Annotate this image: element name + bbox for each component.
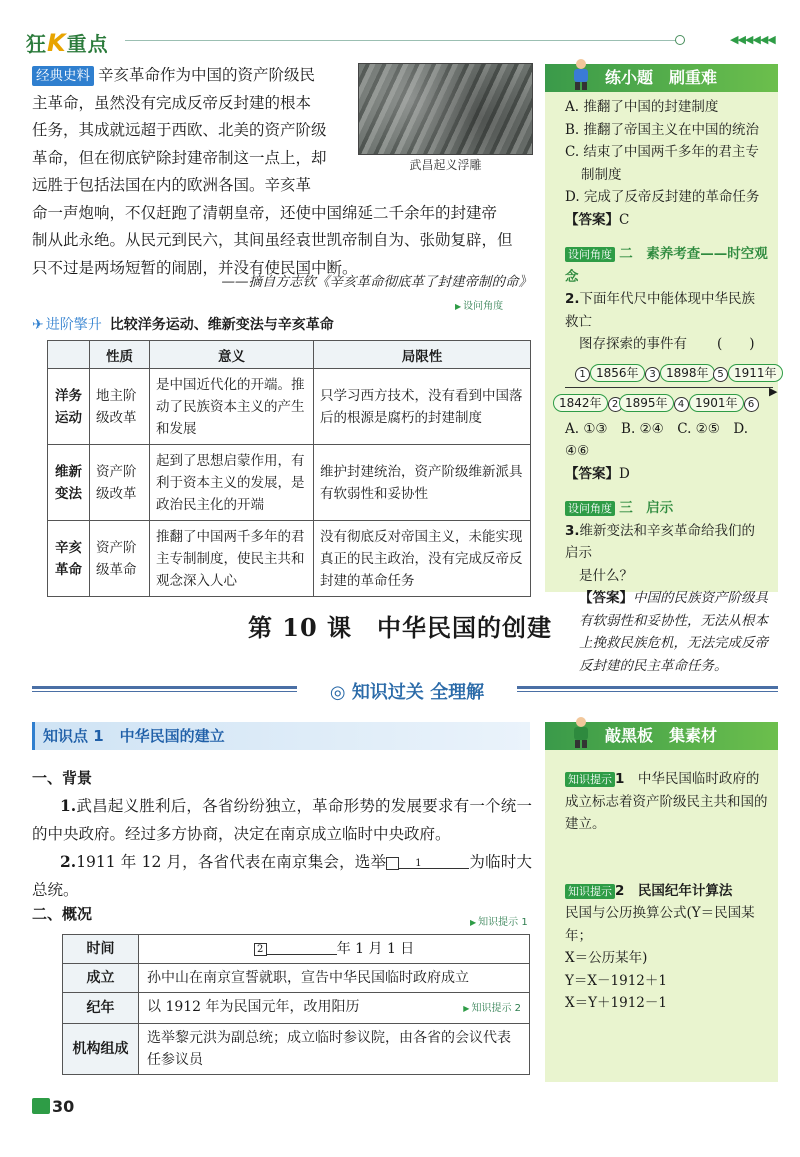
q3-heading: 设问角度 三 启示: [565, 497, 768, 520]
table-header-cell: 性质: [90, 341, 150, 369]
classic-tag: 经典史料: [32, 66, 94, 86]
table-header-row: [48, 341, 531, 369]
timeline-event: 1842年 2: [553, 392, 623, 415]
q2-tag: 设问角度: [565, 247, 615, 262]
overview-table: [62, 934, 530, 1075]
classic-line-8: 只不过是两场短暂的闹剧，并没有使民国中断。: [32, 258, 358, 277]
row-limit: 只学习西方技术，没有看到中国落后的根源是腐朽的封建制度: [314, 369, 531, 445]
q1-option-d[interactable]: D. 完成了反帝反封建的革命任务: [565, 189, 760, 205]
header-dot-icon: [675, 35, 685, 45]
board-panel: [545, 722, 778, 1082]
header-rule: [125, 40, 685, 41]
board-header: 敲黑板 集素材: [545, 722, 778, 750]
row-nature: 资产阶级改革: [90, 445, 150, 521]
overview-key: 成立: [63, 964, 139, 993]
table-row: [48, 369, 531, 445]
q1-option-c[interactable]: C. 结束了中国两千多年的君主专: [565, 144, 759, 160]
q2-text: 2.下面年代尺中能体现中华民族救亡: [565, 291, 756, 330]
wuchang-relief-photo: [358, 63, 533, 155]
tip-2-line: Y＝X－1912＋1: [565, 972, 667, 989]
page-header: [0, 0, 800, 60]
page-number: 30: [32, 1097, 74, 1116]
blank-number-box: 2: [254, 943, 267, 956]
section-rule-left: [32, 686, 297, 692]
q1-option-b[interactable]: B. 推翻了帝国主义在中国的统治: [565, 121, 760, 138]
source-citation: ——摘自方志钦《辛亥革命彻底革了封建帝制的命》: [221, 274, 532, 290]
row-name: 维新变法: [48, 445, 90, 521]
brand-suffix: 重点: [66, 32, 109, 56]
table-header-cell: [48, 341, 90, 369]
q3-text: 3.维新变法和辛亥革命给我们的启示: [565, 522, 756, 561]
fill-blank-2[interactable]: [267, 939, 337, 955]
table-row: [63, 993, 530, 1024]
q3-text-2: 是什么？: [579, 567, 633, 584]
overview-value: 孙中山在南京宣誓就职，宣告中华民国临时政府成立: [139, 964, 530, 993]
timeline-event: 3 1898年: [645, 362, 715, 385]
practice-body: [545, 92, 778, 685]
tip-2-line: X＝Y＋1912－1: [565, 995, 667, 1011]
overview-key: 机构组成: [63, 1024, 139, 1075]
overview-value: 2 年 1 月 1 日: [139, 935, 530, 964]
tip-2-line: X＝公历某年): [565, 950, 648, 966]
row-limit: 维护封建统治，资产阶级维新派具有软弱性和妥协性: [314, 445, 531, 521]
section-rule-right: [517, 686, 778, 692]
timeline-ruler: [553, 360, 778, 416]
row-meaning: 是中国近代化的开端。推动了民族资本主义的产生和发展: [150, 369, 314, 445]
background-item-1: 1.武昌起义胜利后，各省纷纷独立，革命形势的发展要求有一个统一的中央政府。经过多方协商，决定在南京成立临时中央政府。: [32, 796, 532, 843]
q2-answer: 【答案】D: [565, 465, 630, 482]
lesson-title: 第 10 课 中华民国的创建: [247, 613, 553, 642]
q1-option-c-cont: 制制度: [581, 166, 622, 183]
brand-logo: [26, 28, 109, 57]
teacher-figure-icon: [569, 716, 593, 748]
background-item-2: 2.1911 年 12 月，各省代表在南京集会，选举 1 为临时大总统。: [32, 852, 532, 899]
table-header-cell: 意义: [150, 341, 314, 369]
overview-key: 纪年: [63, 993, 139, 1024]
board-body: [545, 750, 778, 1023]
classic-line-2: 主革命，虽然没有完成反帝反封建的根本: [32, 93, 312, 112]
tip-1: 知识提示 1 中华民国临时政府的成立标志着资产阶级民主共和国的建立。: [565, 771, 768, 832]
row-meaning: 推翻了中国两千多年的君主专制制度，使民主共和观念深入人心: [150, 521, 314, 597]
q1-option-a[interactable]: A. 推翻了中国的封建制度: [565, 99, 719, 115]
advance-heading: 比较洋务运动、维新变法与辛亥革命: [109, 317, 334, 333]
overview-key: 时间: [63, 935, 139, 964]
tip-2-heading: 知识提示 2 民国纪年计算法: [565, 880, 768, 903]
timeline-event: 5 1911年: [713, 362, 783, 385]
background-section: [32, 764, 532, 904]
blank-number-box: 1: [386, 857, 399, 870]
section-title: ◎ 知识过关 全理解: [329, 682, 485, 703]
row-name: 辛亥革命: [48, 521, 90, 597]
advance-title: [32, 314, 334, 334]
comparison-table: [47, 340, 531, 597]
row-nature: 地主阶级改革: [90, 369, 150, 445]
table-row: [63, 935, 530, 964]
knowledge-point-band: [32, 722, 530, 750]
timeline-axis: [565, 387, 773, 388]
rocket-icon: ✈: [32, 317, 44, 333]
kp-label: 知识点 1: [43, 727, 104, 745]
q3-tag: 设问角度: [565, 501, 615, 516]
tip-2-line: 民国与公历换算公式(Y＝民国某年；: [565, 905, 755, 944]
q2-heading: 设问角度 二 素养考查——时空观念: [565, 246, 768, 285]
header-arrows-icon: ◀◀◀◀◀◀: [730, 33, 775, 46]
kp-title: 中华民国的建立: [119, 727, 225, 745]
classic-line-7: 制从此永绝。从民元到民六，其间虽经袁世凯帝制自为、张勋复辟，但: [32, 231, 513, 249]
book-icon: [32, 1098, 50, 1114]
timeline-arrow-icon: ▶: [769, 384, 778, 398]
row-nature: 资产阶级革命: [90, 521, 150, 597]
hint-link-2[interactable]: ▶ 知识提示 2: [463, 996, 521, 1020]
q2-options[interactable]: A. ①③ B. ②④ C. ②⑤ D. ④⑥: [565, 420, 749, 459]
classic-lines-narrow: [32, 62, 354, 200]
hint-link-1[interactable]: ▶ 知识提示 1: [470, 910, 528, 929]
classic-line-3: 任务，其成就远超于西欧、北美的资产阶级: [32, 121, 327, 139]
row-name: 洋务运动: [48, 369, 90, 445]
row-meaning: 起到了思想启蒙作用，有利于资本主义的发展，是政治民主化的开端: [150, 445, 314, 521]
q3-answer: 【答案】中国的民族资产阶级具有软弱性和妥协性，无法从根本上挽救民族危机，无法完成反帝反封建的民主革命任务。: [579, 590, 768, 674]
overview-value: 选举黎元洪为副总统；成立临时参议院，由各省的会议代表任参议员: [139, 1024, 530, 1075]
classic-line-1: 经典史料 辛亥革命作为中国的资产阶级民: [32, 62, 354, 90]
practice-header: 练小题 刷重难: [545, 64, 778, 92]
advance-tag: 进阶擎升: [45, 317, 102, 333]
classic-line-4: 革命，但在彻底铲除封建帝制这一点上，却: [32, 148, 327, 167]
timeline-event: 1895年 4: [619, 392, 689, 415]
classic-line-6: 命一声炮响，不仅赶跑了清朝皇帝，还使中国绵延二千余年的封建帝: [32, 203, 498, 222]
table-row: [48, 521, 531, 597]
swirl-icon: ◎: [329, 682, 352, 703]
practice-panel: [545, 64, 778, 674]
q1-answer: 【答案】C: [565, 211, 630, 228]
overview-heading: 二、概况: [32, 905, 93, 923]
brand-k: K: [47, 29, 67, 57]
table-row: [48, 445, 531, 521]
table-row: [63, 1024, 530, 1075]
fill-blank-1[interactable]: [399, 853, 469, 869]
overview-value: 以 1912 年为民国元年，改用阳历 ▶ 知识提示 2: [139, 993, 530, 1024]
table-row: [63, 964, 530, 993]
brand-prefix: 狂: [26, 32, 47, 56]
q2-text-2: 图存探索的事件有 ( ): [579, 336, 755, 352]
timeline-event: 1901年 6: [689, 392, 759, 415]
timeline-event: 1 1856年: [575, 362, 645, 385]
background-heading: 一、背景: [32, 769, 93, 787]
student-figure-icon: [569, 58, 593, 90]
classic-line-5: 远胜于包括法国在内的欧洲各国。辛亥革: [32, 176, 312, 194]
row-limit: 没有彻底反对帝国主义，未能实现真正的民主政治，没有完成反帝反封建的革命任务: [314, 521, 531, 597]
tip-tag: 知识提示: [565, 884, 615, 899]
tip-tag: 知识提示: [565, 772, 615, 787]
hint-link-classic[interactable]: ▶ 设问角度: [455, 294, 503, 313]
photo-caption: 武昌起义浮雕: [409, 158, 482, 172]
table-header-cell: 局限性: [314, 341, 531, 369]
